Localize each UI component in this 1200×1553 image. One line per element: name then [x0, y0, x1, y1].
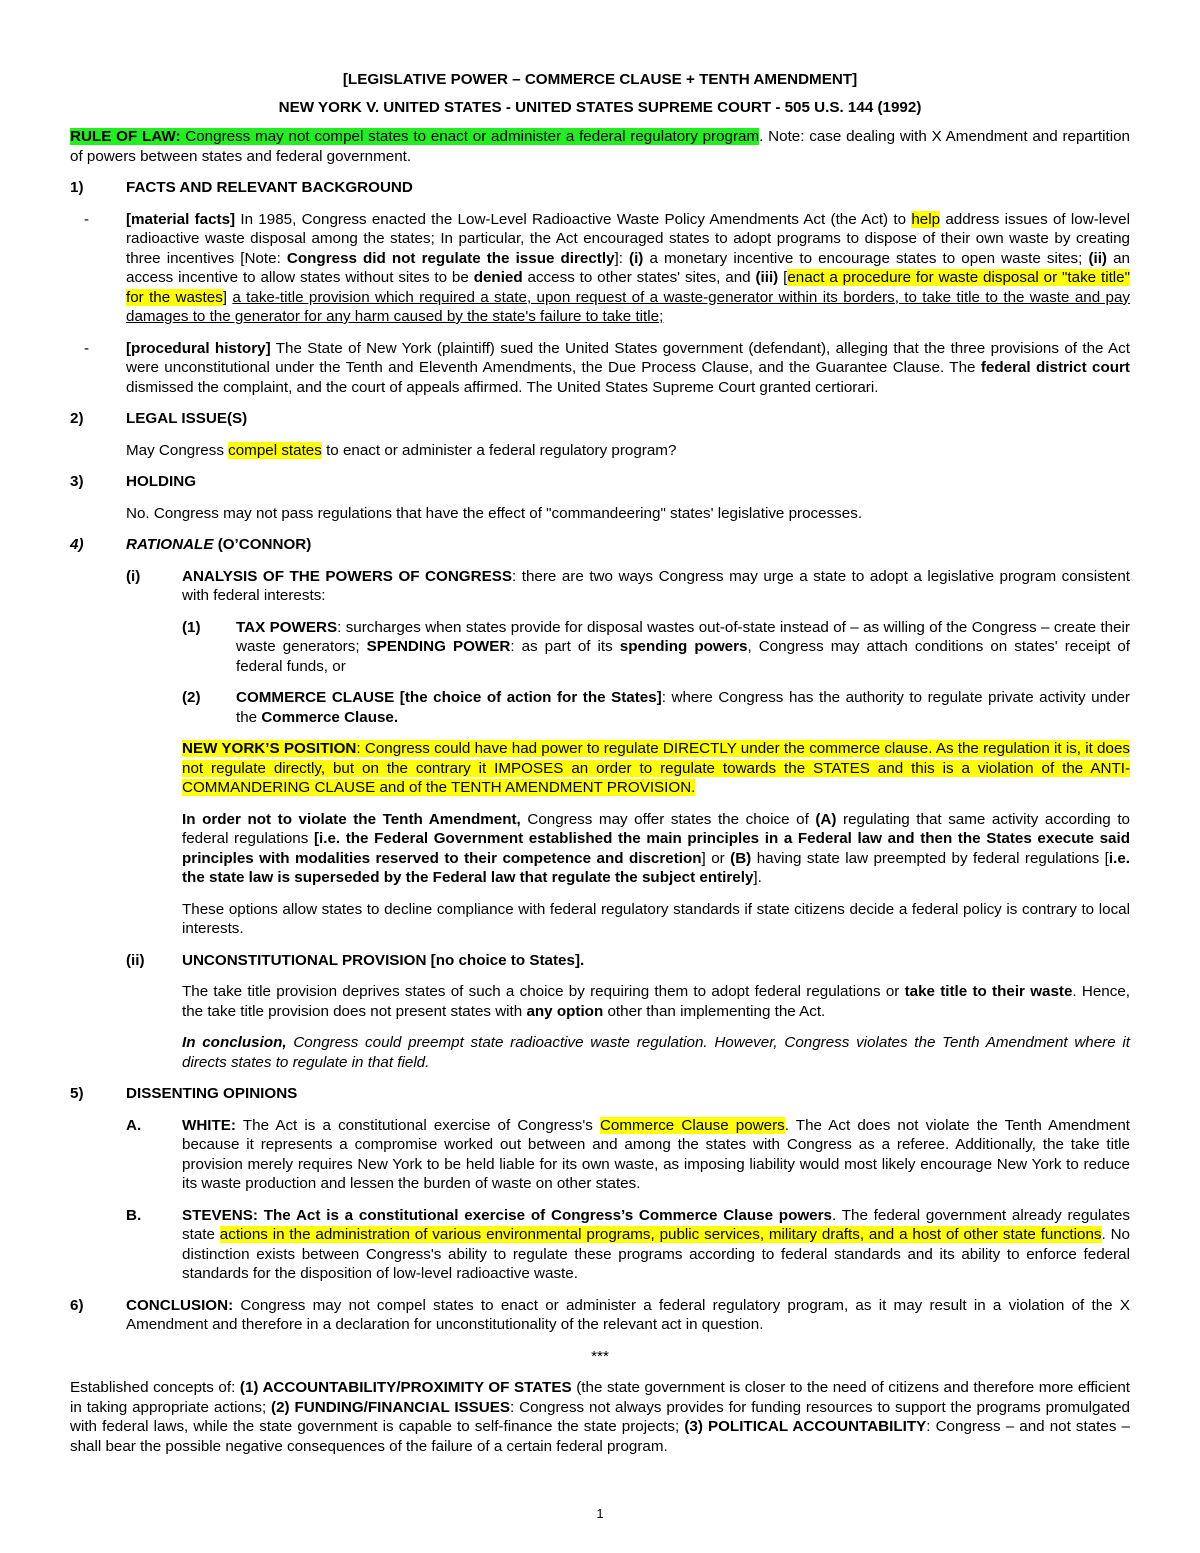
rule-note: . Note: case dealing with X Amendment and repartition of powers between states and federal government.: [70, 128, 1130, 165]
dissent-stevens: B. STEVENS: The Act is a constitutional exercise of Congress’s Commerce Clause powers. The federal government already regulates state actions in the administration of various environmental programs, public services, military drafts, and a host of other state functions. No distinction exists between Congress's ability to regulate these programs according to federal standards and its ability to enforce federal standards for the disposition of low-level radioactive waste.: [126, 1206, 1130, 1282]
rule-text: Congress may not compel states to enact or administer a federal regulatory program: [180, 128, 760, 145]
legal-issue-text: May Congress compel states to enact or administer a federal regulatory program?: [126, 441, 677, 459]
new-york-position: NEW YORK’S POSITION: Congress could have had power to regulate DIRECTLY under the commerce clause. As the regulation it is, it does not regulate directly, but on the contrary it IMPOSES an order to regulate towards the STATES and this is a violation of the ANTI-COMMANDERING CLAUSE and of the TENTH AMENDMENT PROVISION.: [182, 740, 1130, 796]
commerce-clause-power: (2) COMMERCE CLAUSE [the choice of action for the States]: where Congress has the authority to regulate private activity under the Commerce Clause.: [182, 689, 1130, 726]
separator-stars: ***: [591, 1347, 609, 1365]
procedural-history: - [procedural history] The State of New York (plaintiff) sued the United States government (defendant), alleging that the three provisions of the Act were unconstitutional under the Tenth and Eleventh Amendments, the Due Process Clause, and the Guarantee Clause. The federal district court dismissed the complaint, and the court of appeals affirmed. The United States Supreme Court granted certiorari.: [84, 339, 1130, 396]
document-page: [70, 68, 1130, 1456]
tenth-amendment-choice: In order not to violate the Tenth Amendment, Congress may offer states the choice of (A) regulating that same activity according to federal regulations [i.e. the Federal Government established the main principles in a Federal law and then the States execute said principles with modalities reserved to their competence and discretion] or (B) having state law preempted by federal regulations [i.e. the state law is superseded by the Federal law that regulate the subject entirely].: [182, 810, 1130, 886]
holding-text: No. Congress may not pass regulations that have the effect of "commandeering" states' legislative processes.: [126, 504, 863, 522]
section-facts-heading: 1) FACTS AND RELEVANT BACKGROUND: [70, 179, 413, 196]
take-title-paragraph: The take title provision deprives states of such a choice by requiring them to adopt federal regulations or take title to their waste. Hence, the take title provision does not present states with any option other than implementing the Act.: [182, 983, 1131, 1020]
conclusion: 6) CONCLUSION: Congress may not compel states to enact or administer a federal regulatory program, as it may result in a violation of the X Amendment and therefore in a declaration for unconstitutionality of the relevant act in question.: [70, 1296, 1130, 1333]
rule-of-law: [70, 127, 1130, 166]
options-paragraph: These options allow states to decline compliance with federal regulatory standards if state citizens decide a federal policy is contrary to local interests.: [182, 900, 1130, 937]
case-citation: NEW YORK V. UNITED STATES - UNITED STATES SUPREME COURT - 505 U.S. 144 (1992): [278, 98, 922, 116]
rule-label: RULE OF LAW:: [70, 128, 181, 145]
section-holding-heading: 3) HOLDING: [70, 473, 197, 490]
document-title: [LEGISLATIVE POWER – COMMERCE CLAUSE + TENTH AMENDMENT]: [342, 71, 858, 88]
unconstitutional-provision: (ii) UNCONSTITUTIONAL PROVISION [no choice to States].: [126, 951, 585, 969]
analysis-powers: (i) ANALYSIS OF THE POWERS OF CONGRESS: there are two ways Congress may urge a state to adopt a legislative program consistent with federal interests:: [126, 567, 1130, 604]
page-number: 1: [596, 1506, 604, 1521]
established-concepts: Established concepts of: (1) ACCOUNTABILITY/PROXIMITY OF STATES (the state government is closer to the need of citizens and therefore more efficient in taking appropriate actions; (2) FUNDING/FINANCIAL ISSUES: Congress not always provides for funding resources to support the programs promulgated with federal laws, while the state government is capable to self-finance the state projects; (3) POLITICAL ACCOUNTABILITY: Congress – and not states – shall bear the possible negative consequences of the failure of a certain federal program.: [70, 1379, 1131, 1455]
section-dissent-heading: 5) DISSENTING OPINIONS: [70, 1085, 298, 1102]
tax-spending-powers: (1) TAX POWERS: surcharges when states provide for disposal wastes out-of-state instead of – as willing of the Congress – create their waste generators; SPENDING POWER: as part of its spending powers, Congress may attach conditions on states' receipt of federal funds, or: [182, 618, 1130, 675]
section-rationale-heading: 4) RATIONALE (O’CONNOR): [70, 536, 312, 553]
material-facts: - [material facts] In 1985, Congress enacted the Low-Level Radioactive Waste Policy Amendments Act (the Act) to help address issues of low-level radioactive waste disposal among the states; In particular, the Act encouraged states to adopt programs to dispose of their own waste by creating three incentives [Note: Congress did not regulate the issue directly]: (i) a monetary incentive to encourage states to open waste sites; (ii) an access incentive to allow states without sites to be denied access to other states' sites, and (iii) [enact a procedure for waste disposal or "take title" for the wastes] a take-title provision which required a state, upon request of a waste-generator within its borders, to take title to the waste and pay damages to the generator for any harm caused by the state's failure to take title;: [84, 210, 1130, 325]
section-issue-heading: 2) LEGAL ISSUE(S): [70, 410, 248, 427]
dissent-white: A. WHITE: The Act is a constitutional exercise of Congress's Commerce Clause powers. The Act does not violate the Tenth Amendment because it represents a compromise worked out between and among the states with Congress as a referee. Additionally, the take title provision merely requires New York to be held liable for its own waste, as imposing liability would most likely encourage New York to reduce its waste production and lessen the burden of waste on other states.: [126, 1116, 1130, 1192]
rationale-conclusion: In conclusion, Congress could preempt state radioactive waste regulation. However, Congress violates the Tenth Amendment where it directs states to regulate in that field.: [182, 1034, 1131, 1071]
